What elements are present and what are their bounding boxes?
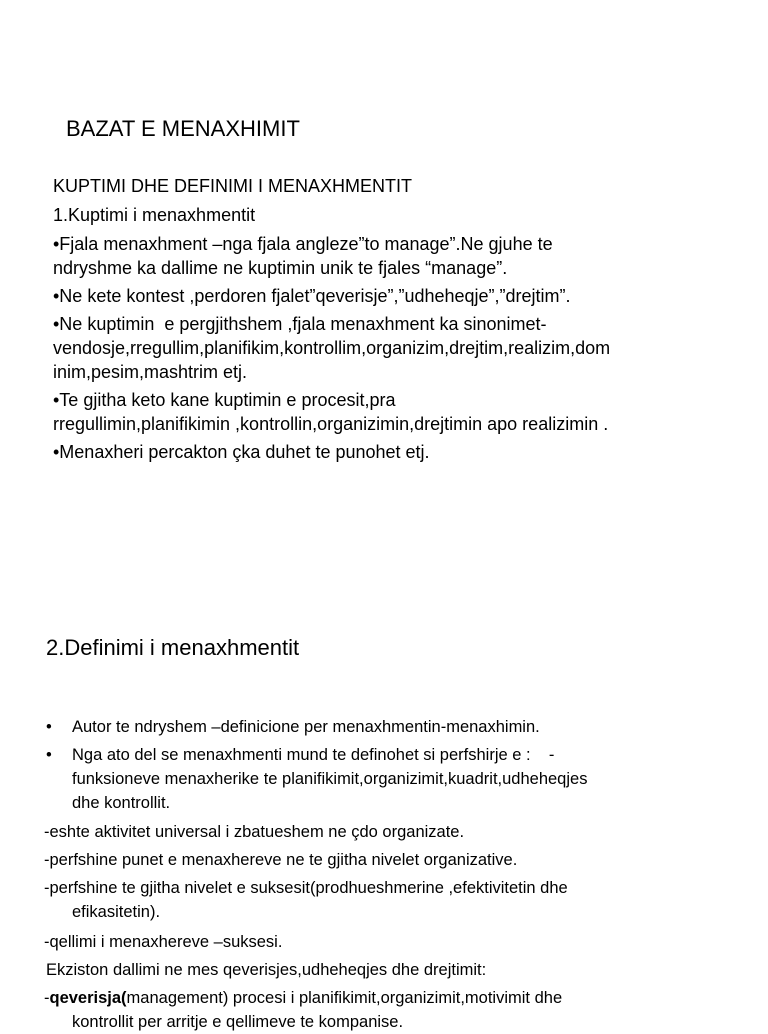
paragraph: •Menaxheri percakton çka duhet te punohet etj.: [53, 442, 430, 462]
paragraph: •Ne kete kontest ,perdoren fjalet”qeverisje”,”udheheqje”,”drejtim”.: [53, 286, 571, 306]
list-item: [44, 848, 744, 872]
list-item-text: -qellimi i menaxhereve –suksesi.: [44, 933, 283, 951]
section-subtitle: KUPTIMI DHE DEFINIMI I MENAXHMENTIT: [53, 176, 413, 196]
list-item-text: [44, 986, 744, 1010]
bullet-icon: •: [46, 746, 52, 764]
term-bold: qeverisja(: [49, 989, 127, 1007]
bullet-text: Nga ato del se menaxhmenti mund te definohet si perfshirje e : - funksioneve menaxherike te planifikimit,organizimit,kuadrit,udheheqjes dhe kontrollit.: [72, 746, 588, 812]
bullet-icon: •: [46, 718, 52, 736]
list-item: [44, 820, 744, 844]
slide-title: BAZAT E MENAXHIMIT: [66, 116, 300, 141]
list-item-text: Ekziston dallimi ne mes qeverisjes,udheheqjes dhe drejtimit:: [46, 961, 487, 979]
paragraph: •Ne kuptimin e pergjithshem ,fjala menaxhment ka sinonimet- vendosje,rregullim,planifikim,kontrollim,organizim,drejtim,realizim,dom inim,pesim,mashtrim etj.: [53, 314, 611, 382]
list-item-text: -perfshine te gjitha nivelet e suksesit(prodhueshmerine ,efektivitetin dhe: [44, 879, 568, 897]
list-dash: -: [44, 989, 50, 1007]
list-item: [44, 930, 744, 954]
paragraph: •Fjala menaxhment –nga fjala angleze”to manage”.Ne gjuhe te ndryshme ka dallime ne kuptimin unik te fjales “manage”.: [53, 234, 553, 278]
bullet-text: Autor te ndryshem –definicione per menaxhmentin-menaxhimin.: [72, 718, 540, 736]
list-item: [46, 958, 746, 982]
list-item-text: -perfshine punet e menaxhereve ne te gjitha nivelet organizative.: [44, 851, 518, 869]
list-item-text-cont: efikasitetin).: [72, 903, 161, 921]
term-rest: management) procesi i planifikimit,organizimit,motivimit dhe: [126, 989, 563, 1007]
slide-title: 2.Definimi i menaxhmentit: [46, 635, 300, 660]
section-heading: 1.Kuptimi i menaxhmentit: [53, 205, 256, 225]
list-item-text: -eshte aktivitet universal i zbatueshem ne çdo organizate.: [44, 823, 465, 841]
list-item: [44, 876, 744, 924]
list-item-definition: [44, 986, 744, 1034]
list-item-text-cont: kontrollit per arritje e qellimeve te kompanise.: [72, 1013, 404, 1031]
paragraph: •Te gjitha keto kane kuptimin e procesit,pra rregullimin,planifikimin ,kontrollin,organizimin,drejtimin apo realizimin .: [53, 390, 609, 434]
paragraph-list: [53, 232, 753, 468]
